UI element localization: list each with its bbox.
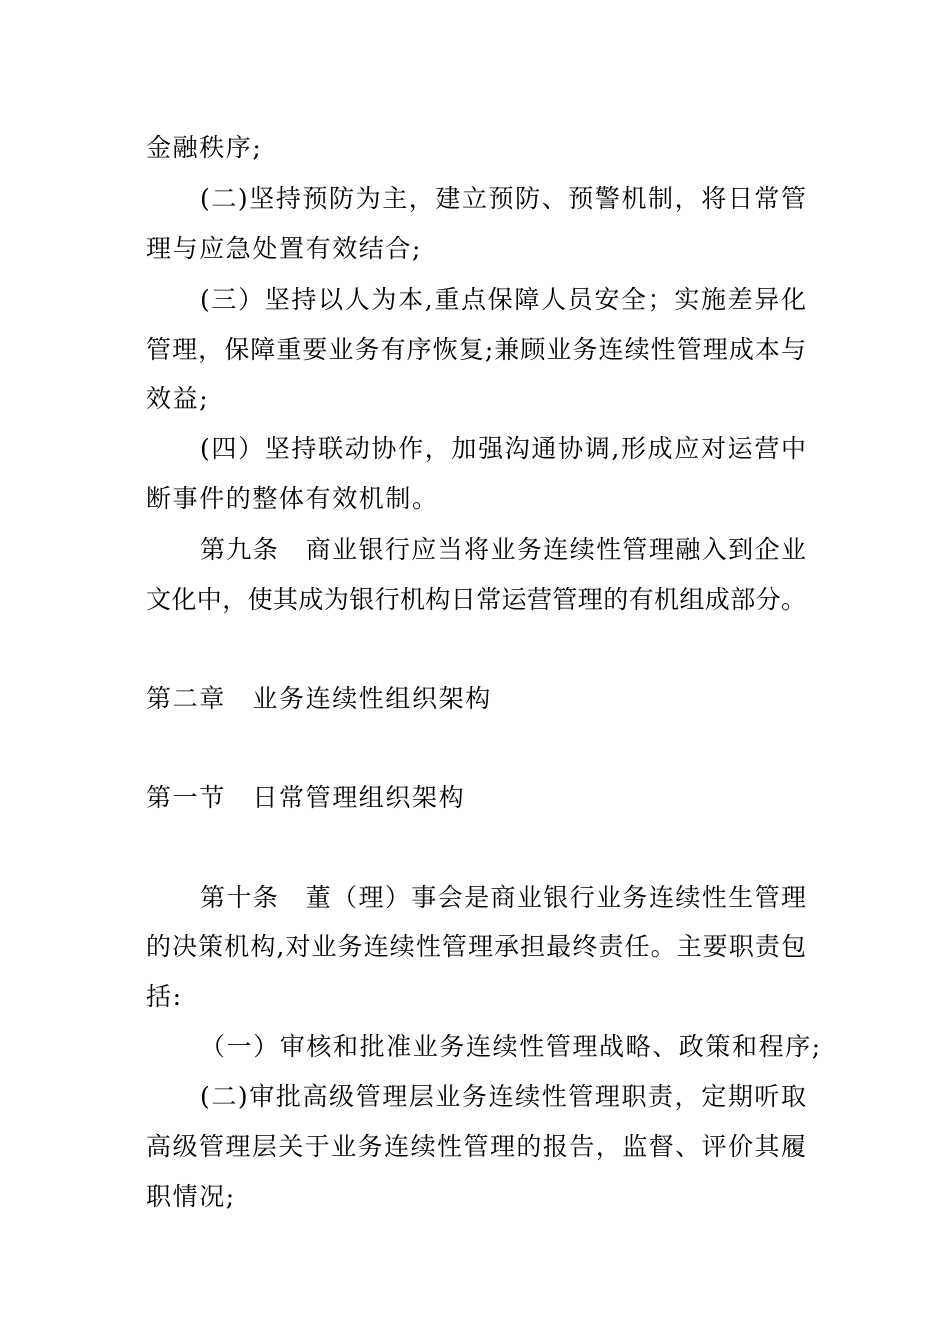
text-line: 第九条 商业银行应当将业务连续性管理融入到企业 xyxy=(200,535,806,564)
text-line: （一）审核和批准业务连续性管理战略、政策和程序; xyxy=(200,1032,822,1061)
text-line: 文化中，使其成为银行机构日常运营管理的有机组成部分。 xyxy=(146,585,806,614)
text-line: 效益; xyxy=(146,384,210,413)
text-line: (二)坚持预防为主，建立预防、预警机制，将日常管 xyxy=(200,184,806,213)
text-line: 职情况; xyxy=(146,1182,236,1211)
chapter-heading: 第二章 业务连续性组织架构 xyxy=(146,684,492,713)
text-line: 高级管理层关于业务连续性管理的报告，监督、评价其履 xyxy=(146,1132,806,1161)
text-line: 的决策机构,对业务连续性管理承担最终责任。主要职责包 xyxy=(146,932,806,961)
text-line: 金融秩序; xyxy=(146,133,263,162)
text-line: 第十条 董（理）事会是商业银行业务连续性生管理 xyxy=(200,883,806,912)
text-line: 理与应急处置有效结合; xyxy=(146,234,423,263)
text-line: (四）坚持联动协作，加强沟通协调,形成应对运营中 xyxy=(200,434,806,463)
text-line: (三）坚持以人为本,重点保障人员安全；实施差异化 xyxy=(200,285,806,314)
text-line: (二)审批高级管理层业务连续性管理职责，定期听取 xyxy=(200,1082,806,1111)
text-line: 括: xyxy=(146,982,183,1011)
section-heading: 第一节 日常管理组织架构 xyxy=(146,783,466,812)
text-line: 断事件的整体有效机制。 xyxy=(146,484,439,513)
text-line: 管理，保障重要业务有序恢复;兼顾业务连续性管理成本与 xyxy=(146,335,806,364)
